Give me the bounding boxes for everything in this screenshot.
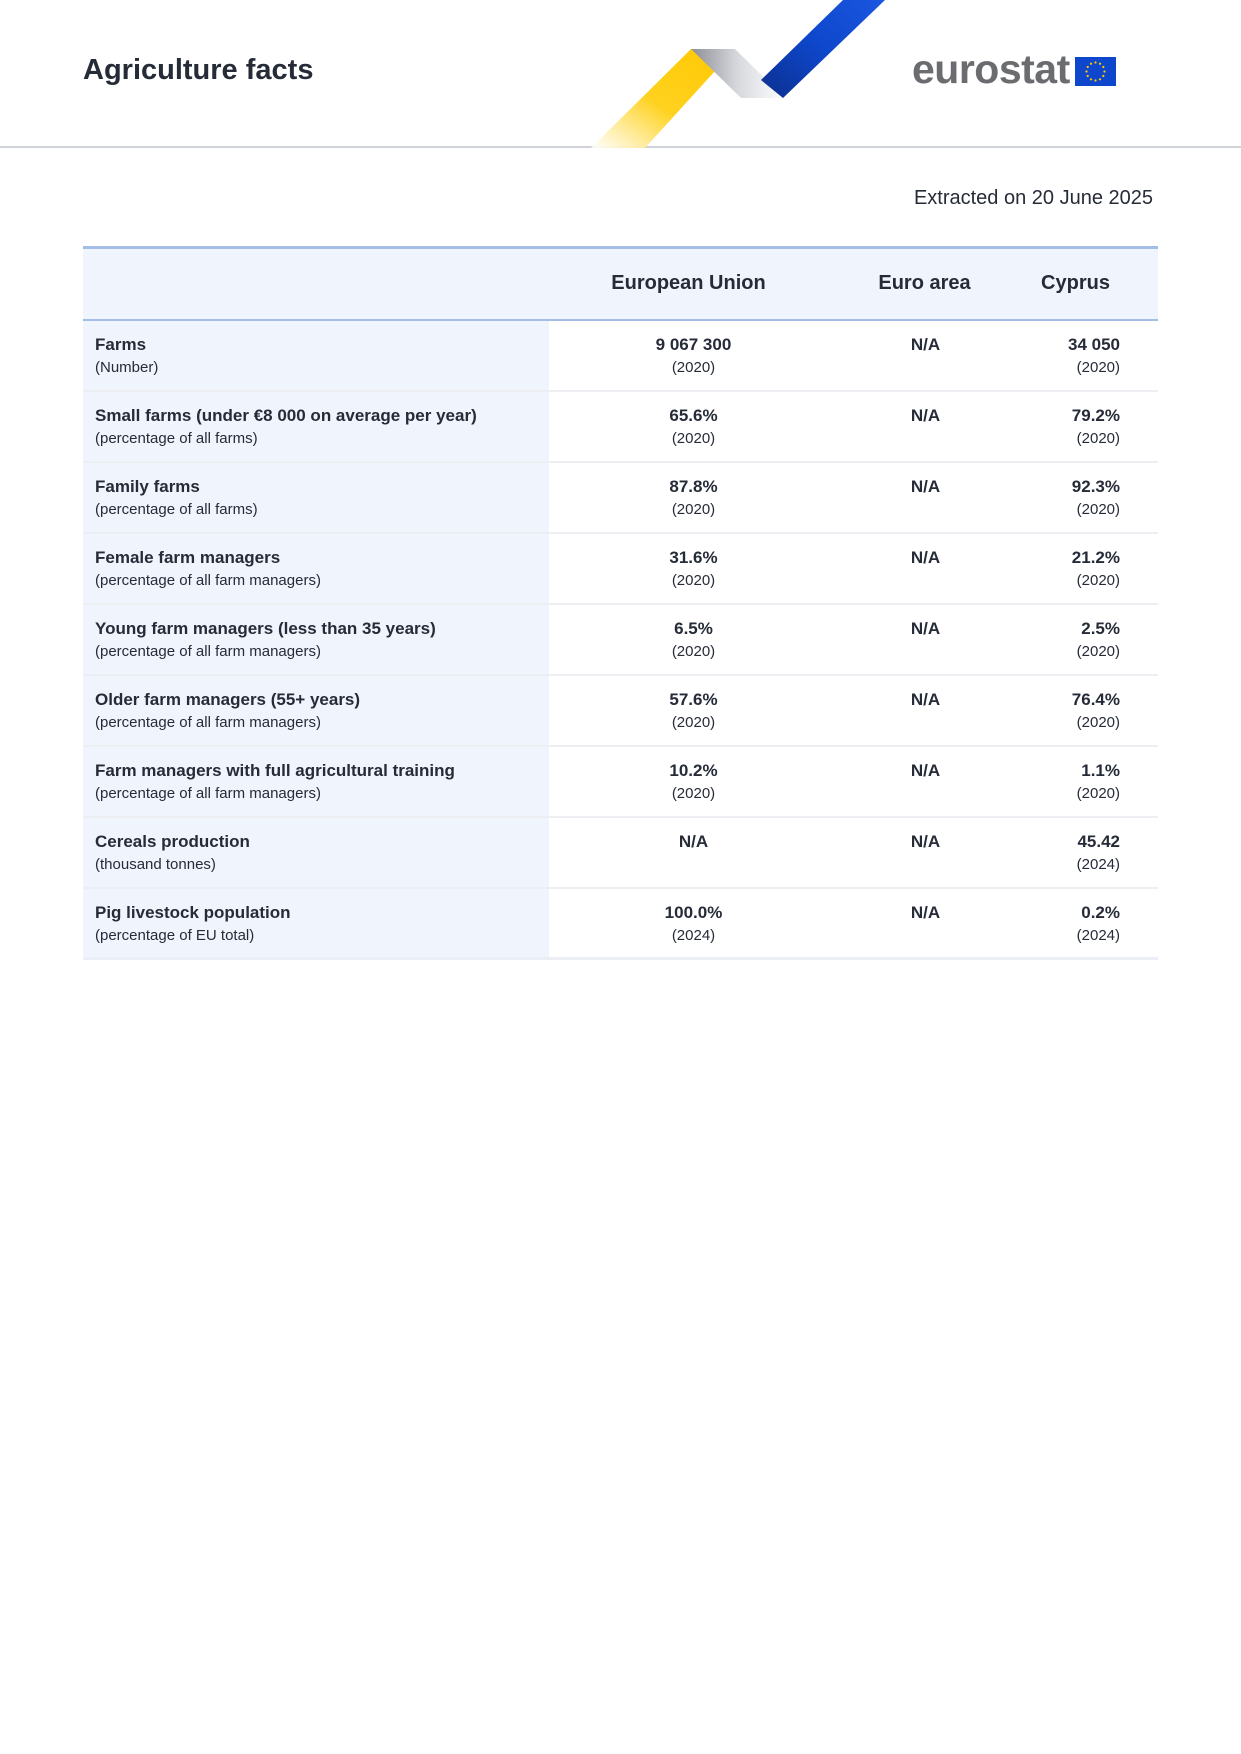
extraction-date: Extracted on 20 June 2025 bbox=[913, 187, 1153, 209]
eu-value-cell bbox=[549, 888, 828, 959]
cyprus-value: 1.1% bbox=[1081, 760, 1120, 780]
indicator-unit: (thousand tonnes) bbox=[95, 855, 216, 873]
indicator-cell bbox=[83, 675, 549, 746]
eurostat-ribbon-icon bbox=[585, 0, 890, 148]
eu-value-cell bbox=[549, 462, 828, 533]
eu-year: (2020) bbox=[671, 713, 716, 731]
cyprus-value: 79.2% bbox=[1071, 405, 1120, 425]
indicator-cell bbox=[83, 533, 549, 604]
cyprus-year: (2020) bbox=[1076, 642, 1120, 660]
eu-year: (2020) bbox=[671, 642, 716, 660]
eu-year: (2024) bbox=[671, 926, 716, 944]
table-row bbox=[83, 604, 1158, 675]
indicator-unit: (percentage of all farm managers) bbox=[95, 571, 321, 589]
euro-area-value-cell bbox=[828, 391, 993, 462]
table-row bbox=[83, 320, 1158, 391]
eu-value-cell bbox=[549, 533, 828, 604]
eu-value: 65.6% bbox=[669, 405, 718, 425]
cyprus-year: (2020) bbox=[1076, 358, 1120, 376]
eu-value: 10.2% bbox=[669, 760, 718, 780]
cyprus-value-cell bbox=[993, 533, 1158, 604]
cyprus-year: (2020) bbox=[1076, 571, 1120, 589]
indicator-cell bbox=[83, 817, 549, 888]
cyprus-year: (2024) bbox=[1076, 855, 1120, 873]
cyprus-year: (2020) bbox=[1076, 784, 1120, 802]
eu-year: (2020) bbox=[671, 784, 716, 802]
indicator-cell bbox=[83, 462, 549, 533]
eu-value: 100.0% bbox=[664, 902, 723, 922]
eu-value-cell bbox=[549, 817, 828, 888]
indicator-name: Pig livestock population bbox=[95, 902, 291, 922]
eu-value: 31.6% bbox=[669, 547, 718, 567]
euro-area-value-cell bbox=[828, 604, 993, 675]
euro-area-value: N/A bbox=[910, 405, 941, 425]
cyprus-value-cell bbox=[993, 888, 1158, 959]
euro-area-value: N/A bbox=[910, 902, 941, 922]
table-row bbox=[83, 888, 1158, 959]
euro-area-value-cell bbox=[828, 675, 993, 746]
eu-value-cell bbox=[549, 391, 828, 462]
eu-value-cell bbox=[549, 604, 828, 675]
eu-value: 87.8% bbox=[669, 476, 718, 496]
table-row bbox=[83, 391, 1158, 462]
cyprus-value: 45.42 bbox=[1077, 831, 1120, 851]
eu-year: (2020) bbox=[671, 571, 716, 589]
cyprus-value: 34 050 bbox=[1068, 334, 1120, 354]
indicator-unit: (Number) bbox=[95, 358, 159, 376]
indicator-cell bbox=[83, 604, 549, 675]
euro-area-value: N/A bbox=[910, 547, 941, 567]
indicator-name: Farm managers with full agricultural training bbox=[95, 760, 455, 780]
indicator-name: Farms bbox=[95, 334, 147, 354]
eu-value: 6.5% bbox=[674, 618, 713, 638]
cyprus-year: (2024) bbox=[1076, 926, 1120, 944]
table-row bbox=[83, 533, 1158, 604]
eu-value: 9 067 300 bbox=[655, 334, 732, 354]
cyprus-value-cell bbox=[993, 604, 1158, 675]
eurostat-logo bbox=[912, 48, 1116, 90]
eu-value: N/A bbox=[678, 831, 709, 851]
eu-flag-icon bbox=[1075, 57, 1116, 86]
euro-area-value: N/A bbox=[910, 831, 941, 851]
table-row bbox=[83, 817, 1158, 888]
eu-value-cell bbox=[549, 675, 828, 746]
cyprus-value-cell bbox=[993, 746, 1158, 817]
column-header-cyprus: Cyprus bbox=[993, 248, 1158, 320]
cyprus-value: 21.2% bbox=[1071, 547, 1120, 567]
cyprus-value: 2.5% bbox=[1081, 618, 1120, 638]
cyprus-value: 92.3% bbox=[1071, 476, 1120, 496]
table-row bbox=[83, 746, 1158, 817]
column-header-eu: European Union bbox=[549, 248, 828, 320]
euro-area-value-cell bbox=[828, 462, 993, 533]
column-header-euro-area: Euro area bbox=[828, 248, 993, 320]
indicator-unit: (percentage of all farm managers) bbox=[95, 784, 321, 802]
euro-area-value: N/A bbox=[910, 689, 941, 709]
cyprus-value-cell bbox=[993, 320, 1158, 391]
cyprus-year: (2020) bbox=[1076, 429, 1120, 447]
indicator-unit: (percentage of all farm managers) bbox=[95, 713, 321, 731]
indicator-unit: (percentage of all farms) bbox=[95, 429, 258, 447]
euro-area-value-cell bbox=[828, 746, 993, 817]
euro-area-value: N/A bbox=[910, 618, 941, 638]
indicator-name: Cereals production bbox=[95, 831, 250, 851]
eu-year: (2020) bbox=[671, 358, 716, 376]
eu-value-cell bbox=[549, 320, 828, 391]
cyprus-value-cell bbox=[993, 675, 1158, 746]
indicator-cell bbox=[83, 391, 549, 462]
indicator-name: Family farms bbox=[95, 476, 200, 496]
euro-area-value-cell bbox=[828, 320, 993, 391]
euro-area-value-cell bbox=[828, 817, 993, 888]
column-header-indicator bbox=[83, 248, 549, 320]
eu-value-cell bbox=[549, 746, 828, 817]
eu-year: (2020) bbox=[671, 500, 716, 518]
cyprus-value: 0.2% bbox=[1081, 902, 1120, 922]
indicator-unit: (percentage of EU total) bbox=[95, 926, 255, 944]
cyprus-value-cell bbox=[993, 391, 1158, 462]
cyprus-value: 76.4% bbox=[1071, 689, 1120, 709]
page-title: Agriculture facts bbox=[83, 54, 314, 86]
indicator-unit: (percentage of all farms) bbox=[95, 500, 258, 518]
indicator-cell bbox=[83, 888, 549, 959]
cyprus-year: (2020) bbox=[1076, 713, 1120, 731]
cyprus-year: (2020) bbox=[1076, 500, 1120, 518]
indicator-name: Small farms (under €8 000 on average per year) bbox=[95, 405, 477, 425]
table-header-row bbox=[83, 248, 1158, 320]
indicator-unit: (percentage of all farm managers) bbox=[95, 642, 321, 660]
indicator-name: Young farm managers (less than 35 years) bbox=[95, 618, 436, 638]
table-row bbox=[83, 462, 1158, 533]
euro-area-value: N/A bbox=[910, 476, 941, 496]
logo-text: eurostat bbox=[912, 46, 1070, 92]
indicator-cell bbox=[83, 746, 549, 817]
euro-area-value: N/A bbox=[910, 334, 941, 354]
euro-area-value: N/A bbox=[910, 760, 941, 780]
facts-table bbox=[83, 246, 1158, 960]
euro-area-value-cell bbox=[828, 888, 993, 959]
indicator-cell bbox=[83, 320, 549, 391]
eu-year: (2020) bbox=[671, 429, 716, 447]
indicator-name: Older farm managers (55+ years) bbox=[95, 689, 361, 709]
indicator-name: Female farm managers bbox=[95, 547, 281, 567]
table-row bbox=[83, 675, 1158, 746]
page-header bbox=[0, 0, 1241, 148]
eu-value: 57.6% bbox=[669, 689, 718, 709]
cyprus-value-cell bbox=[993, 462, 1158, 533]
cyprus-value-cell bbox=[993, 817, 1158, 888]
euro-area-value-cell bbox=[828, 533, 993, 604]
